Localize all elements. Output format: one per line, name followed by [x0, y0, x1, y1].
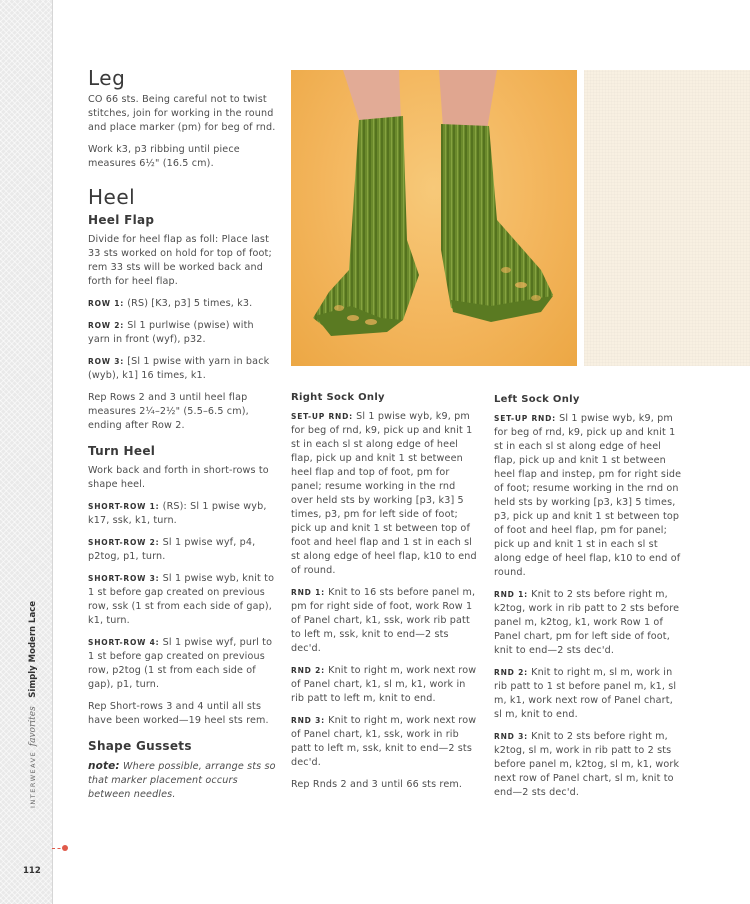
- left-setup-rnd: [494, 412, 684, 580]
- short-row-1: [88, 500, 276, 528]
- heel-row-2: [88, 319, 276, 347]
- right-rnd-2-label: RND 2:: [291, 666, 325, 675]
- right-rnd-2-text: Knit to right m, work next row of Panel chart, k1, sl m, k1, work in rib patt to left m, knit to end.: [291, 665, 477, 704]
- page-margin-strip: [0, 0, 52, 904]
- right-setup-text: Sl 1 pwise wyb, k9, pm for beg of rnd, k9, pick up and knit 1 st in each sl st along edge of heel flap, pick up and knit 1 st between heel flap and top of foot, pm for panel; resume working in the rnd over held sts by working [p3, k3] 5 times, p3, pm for left side of foot; pick up and knit 1 st between top of foot and heel flap and 1 st in each sl st along edge of heel flap, k10 to end of round.: [291, 411, 477, 576]
- fabric-swatch: [584, 70, 750, 366]
- margin-tab-dot: [62, 845, 68, 851]
- book-title: Simply Modern Lace: [28, 601, 38, 698]
- row-1-text: (RS) [K3, p3] 5 times, k3.: [124, 298, 253, 309]
- right-sock-heading: Right Sock Only: [291, 392, 385, 403]
- short-row-3-label: SHORT-ROW 3:: [88, 574, 160, 583]
- right-rnd-3-text: Knit to right m, work next row of Panel chart, k1, ssk, work in rib patt to left m, ssk, knit to end—2 sts dec'd.: [291, 715, 477, 768]
- column-left: [88, 66, 276, 810]
- right-rnd-3-label: RND 3:: [291, 716, 325, 725]
- brand-interweave: INTERWEAVE: [29, 750, 37, 808]
- left-rnd-2-label: RND 2:: [494, 668, 528, 677]
- column-middle: [291, 391, 478, 800]
- short-row-3: [88, 572, 276, 628]
- short-row-2-label: SHORT-ROW 2:: [88, 538, 160, 547]
- brand-favorites: favorites: [28, 706, 38, 747]
- short-row-2: [88, 536, 276, 564]
- right-rnd-2: [291, 664, 478, 706]
- left-rnd-1-text: Knit to 2 sts before right m, k2tog, work in rib patt to 2 sts before panel m, k2tog, k1, work Row 1 of Panel chart, pm for left side of foot, knit to end—2 sts dec'd.: [494, 589, 680, 656]
- leg-paragraph-2: Work k3, p3 ribbing until piece measures 6½" (16.5 cm).: [88, 144, 240, 169]
- left-rnd-1-label: RND 1:: [494, 590, 528, 599]
- heel-heading: Heel: [88, 185, 136, 209]
- left-rnd-3: [494, 730, 684, 800]
- short-row-1-text: (RS): Sl 1 pwise wyb, k17, ssk, k1, turn.: [88, 501, 267, 526]
- short-row-4: [88, 636, 276, 692]
- left-sock-heading: Left Sock Only: [494, 394, 580, 405]
- left-rnd-1: [494, 588, 684, 658]
- left-rnd-2: [494, 666, 684, 722]
- heel-row-1: [88, 297, 276, 311]
- turn-heel-heading: Turn Heel: [88, 444, 156, 458]
- socks-photo: [291, 70, 577, 366]
- right-rnd-1-text: Knit to 16 sts before panel m, pm for right side of foot, work Row 1 of Panel chart, k1, ssk, work rib patt to left m, ssk, knit to end—2 sts dec'd.: [291, 587, 476, 654]
- page-number: 112: [23, 866, 41, 876]
- gussets-note: [88, 759, 276, 802]
- right-setup-label: SET-UP RND:: [291, 412, 353, 421]
- short-row-1-label: SHORT-ROW 1:: [88, 502, 160, 511]
- row-2-label: ROW 2:: [88, 321, 125, 330]
- rep-short-rows: Rep Short-rows 3 and 4 until all sts have been worked—19 heel sts rem.: [88, 701, 269, 726]
- column-right: [494, 393, 684, 808]
- note-text: Where possible, arrange sts so that marker placement occurs between needles.: [88, 761, 276, 800]
- left-rnd-2-text: Knit to right m, sl m, work in rib patt to 1 st before panel m, k1, sl m, k1, work next row of Panel chart, sl m, knit to end.: [494, 667, 677, 720]
- left-rnd-3-text: Knit to 2 sts before right m, k2tog, sl m, work in rib patt to 2 sts before panel m, k2tog, sl m, k1, work next row of Panel chart, sl m, knit to end—2 sts dec'd.: [494, 731, 680, 798]
- right-setup-rnd: [291, 410, 478, 578]
- short-row-2-text: Sl 1 pwise wyf, p4, p2tog, p1, turn.: [88, 537, 256, 562]
- note-label: note:: [88, 760, 120, 772]
- row-3-label: ROW 3:: [88, 357, 125, 366]
- left-setup-label: SET-UP RND:: [494, 414, 556, 423]
- running-header: [28, 601, 38, 808]
- right-rnd-3: [291, 714, 478, 770]
- left-rnd-3-label: RND 3:: [494, 732, 528, 741]
- right-rnd-1: [291, 586, 478, 656]
- row-2-text: Sl 1 purlwise (pwise) with yarn in front (wyf), p32.: [88, 320, 254, 345]
- shape-gussets-heading: Shape Gussets: [88, 739, 192, 753]
- heel-flap-intro: Divide for heel flap as foll: Place last 33 sts worked on hold for top of foot; rem 33 sts will be worked back and forth for heel flap.: [88, 234, 272, 287]
- leg-paragraph-1: CO 66 sts. Being careful not to twist stitches, join for working in the round and place marker (pm) for beg of rnd.: [88, 94, 276, 133]
- socks-illustration: [291, 70, 577, 366]
- left-setup-text: Sl 1 pwise wyb, k9, pm for beg of rnd, k9, pick up and knit 1 st in each sl st along edge of heel flap, pick up and knit 1 st between heel flap and instep, pm for right side of foot; resume working in the rnd on held sts by working [p3, k3] 5 times, p3, pick up and knit 1 st between top of foot and heel flap, pm for panel; pick up and knit 1 st in each sl st along edge of heel flap, k10 to end of round.: [494, 413, 682, 578]
- heel-rep-rows: Rep Rows 2 and 3 until heel flap measures 2¼–2½" (5.5–6.5 cm), ending after Row 2.: [88, 392, 249, 431]
- turn-heel-intro: Work back and forth in short-rows to shape heel.: [88, 465, 269, 490]
- short-row-3-text: Sl 1 pwise wyb, knit to 1 st before gap created on previous row, ssk (1 st from each side of gap), k1, turn.: [88, 573, 275, 626]
- short-row-4-text: Sl 1 pwise wyf, purl to 1 st before gap created on previous row, p2tog (1 st from each side of gap), p1, turn.: [88, 637, 273, 690]
- heel-flap-heading: Heel Flap: [88, 213, 155, 227]
- leg-heading: Leg: [88, 66, 126, 90]
- heel-row-3: [88, 355, 276, 383]
- right-rep: Rep Rnds 2 and 3 until 66 sts rem.: [291, 779, 463, 790]
- short-row-4-label: SHORT-ROW 4:: [88, 638, 160, 647]
- row-1-label: ROW 1:: [88, 299, 125, 308]
- margin-edge-line: [52, 0, 53, 904]
- right-rnd-1-label: RND 1:: [291, 588, 325, 597]
- row-3-text: [Sl 1 pwise with yarn in back (wyb), k1] 16 times, k1.: [88, 356, 270, 381]
